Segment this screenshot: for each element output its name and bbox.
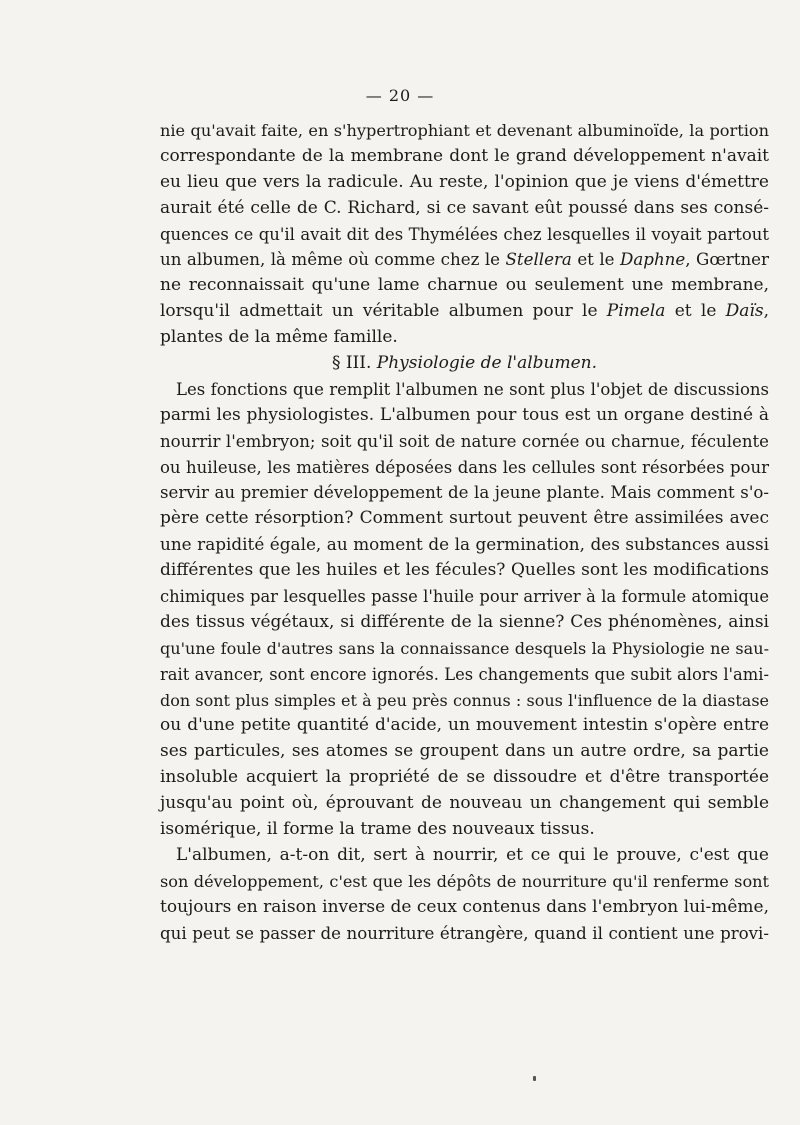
text-line: toujours en raison inverse de ceux contenus dans l'embryon lui-même, xyxy=(160,896,769,917)
text-line: nie qu'avait faite, en s'hypertrophiant et devenant albuminoïde, la portion xyxy=(160,121,769,140)
italic-genus-name: Pimela xyxy=(606,301,666,322)
text-line: ou d'une petite quantité d'acide, un mouvement intestin s'opère entre xyxy=(160,715,769,736)
text-line: chimiques par lesquelles passe l'huile pour arriver à la formule atomique xyxy=(160,587,769,607)
text-line: qu'une foule d'autres sans la connaissance desquels la Physiologie ne sau- xyxy=(160,638,769,658)
text-line: servir au premier développement de la jeune plante. Mais comment s'o- xyxy=(160,483,769,503)
italic-genus-name: Stellera xyxy=(505,250,572,270)
text-line: une rapidité égale, au moment de la germination, des substances aussi xyxy=(160,534,769,555)
section-number: § III. xyxy=(331,353,377,374)
text-line: isomérique, il forme la trame des nouveaux tissus. xyxy=(160,819,595,840)
page-number: — 20 — xyxy=(365,86,435,105)
text-line: père cette résorption? Comment surtout peuvent être assimilées avec xyxy=(160,508,769,529)
text-line: Les fonctions que remplit l'albumen ne sont plus l'objet de discussions xyxy=(176,379,769,399)
text-line: ses particules, ses atomes se groupent dans un autre ordre, sa partie xyxy=(160,741,769,762)
text-fragment: et le xyxy=(571,250,620,270)
text-line: rait avancer, sont encore ignorés. Les changements que subit alors l'ami- xyxy=(160,664,769,684)
text-fragment: un albumen, là même où comme chez le xyxy=(160,250,506,270)
section-heading xyxy=(160,351,769,377)
text-line: parmi les physiologistes. L'albumen pour tous est un organe destiné à xyxy=(160,404,769,425)
text-line: différentes que les huiles et les fécules? Quelles sont les modifications xyxy=(160,560,769,581)
text-line: son développement, c'est que les dépôts de nourriture qu'il renferme sont xyxy=(160,871,769,891)
italic-genus-name: Daphne xyxy=(620,250,686,270)
text-line: nourrir l'embryon; soit qu'il soit de nature cornée ou charnue, féculente xyxy=(160,431,769,451)
text-line xyxy=(160,299,769,325)
text-line: qui peut se passer de nourriture étrangère, quand il contient une provi- xyxy=(160,923,769,943)
section-title: Physiologie de l'albumen. xyxy=(376,353,598,374)
ink-speck xyxy=(533,1076,536,1081)
text-line: insoluble acquiert la propriété de se dissoudre et d'être transportée xyxy=(160,767,769,788)
text-fragment: lorsqu'il admettait un véritable albumen pour le xyxy=(160,301,607,322)
page-body xyxy=(160,118,769,947)
text-line: plantes de la même famille. xyxy=(160,327,398,348)
text-line: eu lieu que vers la radicule. Au reste, l'opinion que je viens d'émettre xyxy=(160,171,769,192)
text-fragment: , xyxy=(763,301,769,322)
text-line: correspondante de la membrane dont le grand développement n'avait xyxy=(160,145,769,166)
text-line: jusqu'au point où, éprouvant de nouveau un changement qui semble xyxy=(160,793,769,814)
text-line xyxy=(160,247,769,273)
text-line: aurait été celle de C. Richard, si ce savant eût poussé dans ses consé- xyxy=(160,197,769,218)
italic-genus-name: Daïs xyxy=(725,301,764,322)
text-fragment: , Gœrtner xyxy=(685,250,770,270)
text-line: quences ce qu'il avait dit des Thymélées chez lesquelles il voyait partout xyxy=(160,224,769,244)
text-fragment: et le xyxy=(665,301,726,322)
text-line: des tissus végétaux, si différente de la sienne? Ces phénomènes, ainsi xyxy=(160,611,769,632)
text-line: ou huileuse, les matières déposées dans les cellules sont résorbées pour xyxy=(160,457,769,477)
text-line: don sont plus simples et à peu près connus : sous l'influence de la diastase xyxy=(160,690,769,710)
text-line: ne reconnaissait qu'une lame charnue ou seulement une membrane, xyxy=(160,275,769,296)
text-line: L'albumen, a-t-on dit, sert à nourrir, et ce qui le prouve, c'est que xyxy=(176,844,769,865)
